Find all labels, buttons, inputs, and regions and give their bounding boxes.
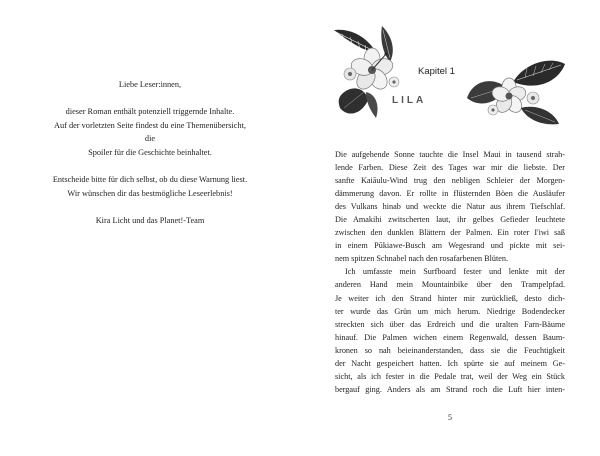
text-line: sanfte Kaiāulu-Wind trug den nebligen Schleier der Morgen-: [335, 176, 565, 186]
warning-salutation: Liebe Leser:innen,: [118, 80, 182, 89]
content-warning: [52, 78, 248, 228]
text-line: zwischen den dunklen Blättern der Palmen. Ein roter I'iwi saß: [335, 228, 565, 238]
text-line: in einem Pūkiawe-Busch am Wegesrand und pickte mit sei-: [335, 241, 565, 251]
chapter-label: Kapitel 1: [418, 66, 455, 77]
right-page: [300, 0, 600, 456]
text-line: lende Farben. Diese Zeit des Tages war mir die liebste. Der: [335, 163, 565, 173]
floral-ornament-left: [322, 22, 412, 122]
text-line: der Nacht gespeichert hatten. Ich spürte sie auf meinem Ge-: [335, 358, 565, 368]
text-line: ter wurde das Grün um mich herum. Niedrige Bodendecker: [335, 306, 565, 316]
warning-signature: Kira Licht und das Planet!-Team: [95, 215, 205, 225]
warning-line: dieser Roman enthält potenziell triggernde Inhalte.: [65, 107, 235, 117]
warning-line: Spoiler für die Geschichte beinhaltet.: [88, 147, 212, 157]
text-line: des Vulkans hinab und weckte die Natur aus ihrem Tiefschlaf.: [335, 202, 565, 212]
text-line: Je weiter ich den Strand hinter mir zurückließ, desto dich-: [335, 293, 565, 303]
floral-ornament-right: [463, 58, 567, 128]
chapter-text: [335, 148, 565, 396]
paragraph: [335, 265, 565, 395]
warning-line: Wir wünschen dir das bestmögliche Leseerlebnis!: [67, 188, 233, 198]
text-line: Die aufgehende Sonne tauchte die Insel Maui in tausend strah-: [335, 150, 565, 159]
text-line: bergauf ging. Anders als am Strand roch die Luft hier inten-: [335, 384, 565, 394]
page-number: 5: [448, 413, 452, 422]
text-line: sicht, als ich fester in die Pedale trat, weil der Weg ein Stück: [335, 371, 565, 381]
text-line: kronen so nah beieinanderstanden, dass sie die Feuchtigkeit: [335, 345, 565, 355]
text-line: dämmerung davon. Er rollte in flüsternden Böen die Ausläufer: [335, 189, 565, 199]
text-line: Ich umfasste mein Surfboard fester und lenkte mit der: [345, 267, 565, 277]
paragraph: [335, 148, 565, 265]
text-line: anderen Hand mein Mountainbike über den Trampelpfad.: [335, 280, 565, 290]
text-line: nem spitzen Schnabel nach den rosafarbenen Blüten.: [335, 254, 509, 264]
text-line: streckten sich über das Erdreich und die uralten Farn-Bäume: [335, 319, 565, 329]
chapter-name: LILA: [392, 95, 427, 106]
warning-line: Entscheide bitte für dich selbst, ob du diese Warnung liest.: [52, 175, 248, 185]
text-line: Die Amakihi zwitscherten laut, ihr gelbes Gefieder leuchtete: [335, 215, 565, 225]
warning-line: Auf der vorletzten Seite findest du eine Themenübersicht, die: [54, 120, 246, 144]
text-line: hinauf. Die Palmen wichen einem Regenwald, dessen Baum-: [335, 332, 565, 342]
